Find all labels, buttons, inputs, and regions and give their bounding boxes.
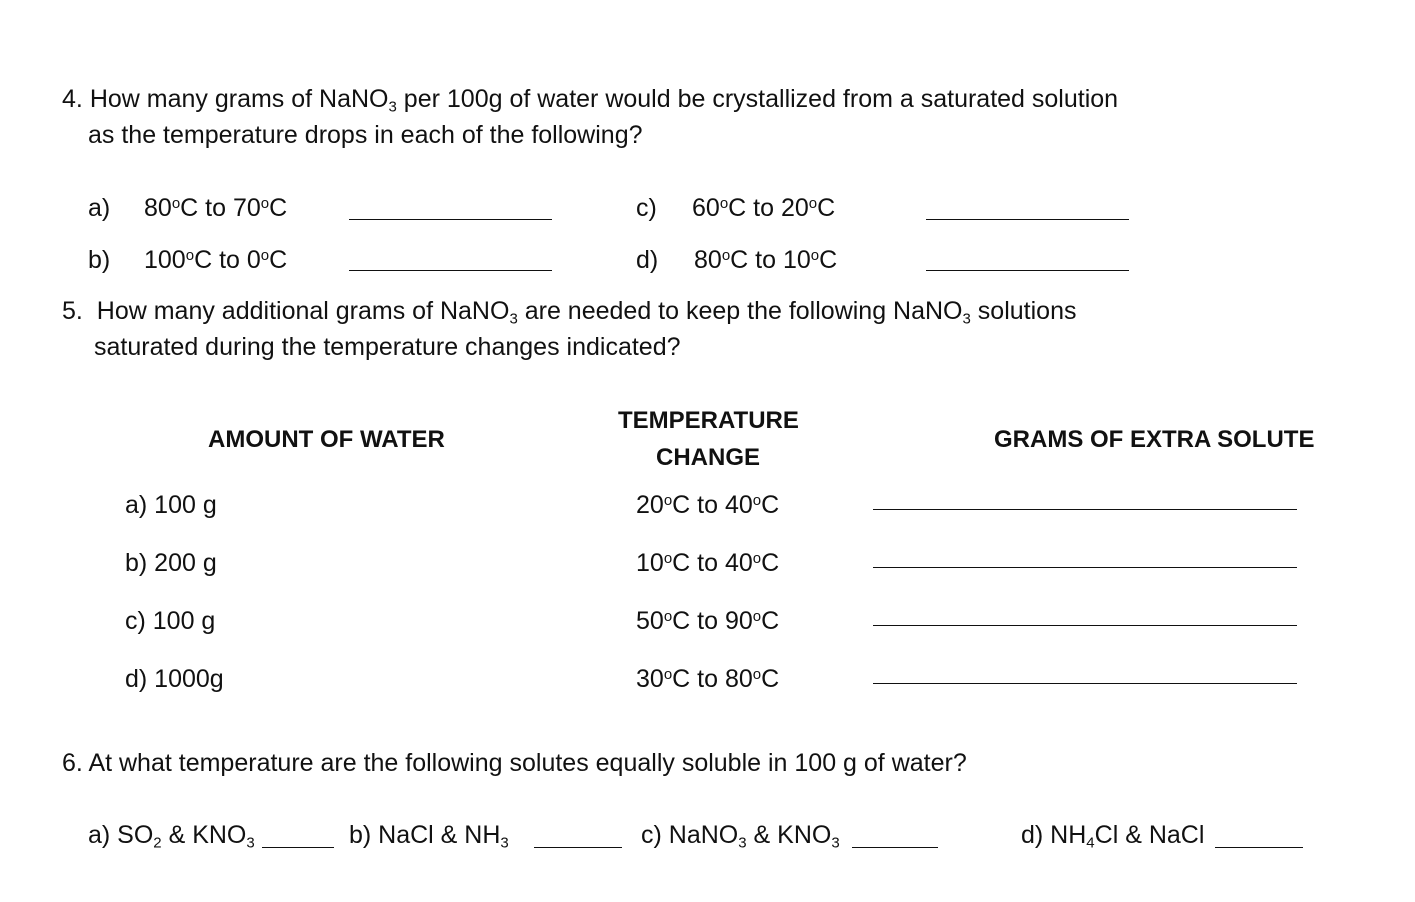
row-a-temp (636, 493, 779, 518)
row-b-end: C (761, 549, 780, 577)
row-a-from: 20 (636, 491, 664, 519)
q4-item-c-temp (692, 196, 835, 221)
row-d-water: d) 1000g (125, 665, 224, 693)
q4-item-c (636, 196, 657, 221)
q5-line2: saturated during the temperature changes indicated? (94, 333, 681, 361)
row-b-mid: C to 40 (672, 549, 753, 577)
header-temperature: TEMPERATURE (618, 407, 799, 434)
q4-number: 4. (62, 85, 83, 113)
row-d-end: C (761, 665, 780, 693)
q4-item-c-letter: c) (636, 194, 657, 222)
header-amount-of-water: AMOUNT OF WATER (208, 426, 445, 453)
q6-item-b (349, 821, 509, 852)
q4-item-a-letter: a) (88, 194, 111, 222)
q6-item-c-mid: & KNO (746, 821, 832, 849)
q4-item-d (636, 248, 658, 273)
q4-line1 (62, 85, 1119, 116)
q4-item-d-mid: C to 10 (730, 246, 811, 274)
q4-item-a-end: C (269, 194, 288, 222)
row-a-water: a) 100 g (125, 491, 217, 519)
degree-mark: o (185, 246, 195, 264)
q4-item-a-from: 80 (144, 194, 172, 222)
q4-item-c-answer-blank[interactable] (926, 219, 1129, 220)
q5-number: 5. (62, 297, 83, 325)
q6-item-c (641, 821, 840, 852)
q6-number: 6. (62, 749, 83, 777)
row-b-temp (636, 551, 779, 576)
q6-item-a-pre: a) SO (88, 821, 154, 849)
degree-mark: o (810, 246, 820, 264)
row-d-answer-blank[interactable] (873, 683, 1297, 684)
degree-mark: o (752, 607, 762, 625)
q6-item-a-sub2: 3 (246, 834, 255, 852)
degree-mark: o (260, 246, 270, 264)
q4-item-b-from: 100 (144, 246, 186, 274)
row-c-mid: C to 90 (672, 607, 753, 635)
q4-item-a-answer-blank[interactable] (349, 219, 552, 220)
q4-line2: as the temperature drops in each of the following? (88, 121, 643, 149)
row-b-water: b) 200 g (125, 549, 217, 577)
degree-mark: o (721, 246, 731, 264)
row-d-mid: C to 80 (672, 665, 753, 693)
degree-mark: o (719, 194, 729, 212)
degree-mark: o (663, 665, 673, 683)
q6-item-a-answer-blank[interactable] (262, 847, 334, 848)
row-d-temp (636, 667, 779, 692)
q5-subscript-b: 3 (962, 310, 971, 328)
q4-item-d-from: 80 (694, 246, 722, 274)
q4-item-b-end: C (269, 246, 288, 274)
q6-item-d-pre: d) NH (1021, 821, 1087, 849)
q4-text-post: per 100g of water would be crystallized from a saturated solution (396, 85, 1119, 113)
row-b-from: 10 (636, 549, 664, 577)
q6-item-c-pre: c) NaNO (641, 821, 739, 849)
degree-mark: o (171, 194, 181, 212)
q6-text: At what temperature are the following solutes equally soluble in 100 g of water? (88, 749, 967, 777)
q4-item-b-mid: C to 0 (194, 246, 261, 274)
q6-line1 (62, 751, 967, 776)
degree-mark: o (663, 491, 673, 509)
q4-item-d-end: C (819, 246, 838, 274)
q6-item-d-sub1: 4 (1086, 834, 1095, 852)
degree-mark: o (663, 549, 673, 567)
q4-item-d-answer-blank[interactable] (926, 270, 1129, 271)
row-d-from: 30 (636, 665, 664, 693)
degree-mark: o (752, 491, 762, 509)
q4-item-d-temp (694, 248, 837, 273)
q4-item-b-temp (144, 248, 287, 273)
header-grams-of-extra-solute: GRAMS OF EXTRA SOLUTE (994, 426, 1315, 453)
row-c-water: c) 100 g (125, 607, 216, 635)
header-change: CHANGE (656, 444, 761, 471)
degree-mark: o (663, 607, 673, 625)
row-a-answer-blank[interactable] (873, 509, 1297, 510)
q4-item-c-mid: C to 20 (728, 194, 809, 222)
q4-item-b-answer-blank[interactable] (349, 270, 552, 271)
q6-item-b-sub1: 3 (500, 834, 509, 852)
q5-line1 (62, 297, 1077, 328)
row-c-from: 50 (636, 607, 664, 635)
row-c-temp (636, 609, 779, 634)
degree-mark: o (752, 549, 762, 567)
q4-item-a-temp (144, 196, 287, 221)
q4-item-d-letter: d) (636, 246, 659, 274)
q4-text-pre: How many grams of NaNO (89, 85, 389, 113)
q6-item-d-answer-blank[interactable] (1215, 847, 1303, 848)
q5-text-c: solutions (970, 297, 1077, 325)
q6-item-c-sub1: 3 (738, 834, 747, 852)
q6-item-a-sub1: 2 (153, 834, 162, 852)
q6-item-c-sub2: 3 (831, 834, 840, 852)
degree-mark: o (260, 194, 270, 212)
q4-item-c-from: 60 (692, 194, 720, 222)
q6-item-d (1021, 821, 1205, 852)
row-a-end: C (761, 491, 780, 519)
row-c-answer-blank[interactable] (873, 625, 1297, 626)
q6-item-d-mid: Cl & NaCl (1094, 821, 1205, 849)
row-a-mid: C to 40 (672, 491, 753, 519)
q5-text-a: How many additional grams of NaNO (96, 297, 510, 325)
q4-item-b-letter: b) (88, 246, 111, 274)
q5-subscript-a: 3 (509, 310, 518, 328)
q4-subscript: 3 (388, 98, 397, 116)
q6-item-b-pre: b) NaCl & NH (349, 821, 501, 849)
q6-item-b-answer-blank[interactable] (534, 847, 622, 848)
row-b-answer-blank[interactable] (873, 567, 1297, 568)
q6-item-a-mid: & KNO (161, 821, 247, 849)
q4-item-a-mid: C to 70 (180, 194, 261, 222)
q4-item-c-end: C (817, 194, 836, 222)
q6-item-a (88, 821, 255, 852)
row-c-end: C (761, 607, 780, 635)
q4-item-a (88, 196, 110, 221)
degree-mark: o (752, 665, 762, 683)
q4-item-b (88, 248, 110, 273)
q5-text-b: are needed to keep the following NaNO (517, 297, 963, 325)
q6-item-c-answer-blank[interactable] (852, 847, 938, 848)
degree-mark: o (808, 194, 818, 212)
